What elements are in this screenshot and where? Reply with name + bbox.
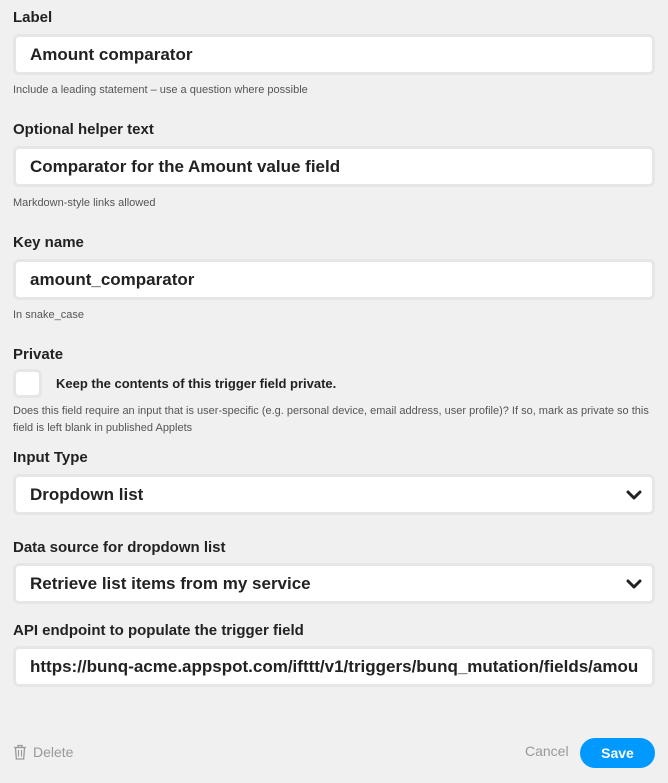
- chevron-down-icon: [626, 578, 642, 590]
- api-endpoint-input[interactable]: [13, 646, 655, 687]
- label-input[interactable]: [13, 34, 655, 75]
- key-name-input[interactable]: [13, 259, 655, 300]
- label-helper-text: Include a leading statement – use a question where possible: [13, 84, 308, 96]
- save-button[interactable]: Save: [580, 738, 655, 768]
- delete-button[interactable]: [13, 744, 73, 760]
- private-helper-text: Does this field require an input that is user-specific (e.g. personal device, email address, user profile)? If so, mark as private so this field is left blank in published Applets: [13, 405, 649, 434]
- data-source-selected-value: Retrieve list items from my service: [30, 573, 311, 593]
- cancel-button[interactable]: Cancel: [525, 743, 569, 759]
- private-checkbox[interactable]: [13, 369, 42, 398]
- data-source-select[interactable]: [13, 563, 655, 604]
- key-name-hint: In snake_case: [13, 309, 84, 321]
- private-field-label: Private: [13, 346, 64, 363]
- data-source-field-label: Data source for dropdown list: [13, 539, 226, 556]
- helper-text-hint: Markdown-style links allowed: [13, 197, 156, 209]
- helper-text-field-label: Optional helper text: [13, 121, 154, 138]
- api-endpoint-field-label: API endpoint to populate the trigger field: [13, 622, 304, 639]
- label-field-label: Label: [13, 9, 53, 26]
- key-name-field-label: Key name: [13, 234, 84, 251]
- private-checkbox-label[interactable]: Keep the contents of this trigger field private.: [56, 376, 337, 391]
- input-type-field-label: Input Type: [13, 449, 88, 466]
- helper-text-input[interactable]: [13, 146, 655, 187]
- input-type-selected-value: Dropdown list: [30, 484, 144, 504]
- chevron-down-icon: [626, 489, 642, 501]
- delete-label: Delete: [33, 744, 74, 760]
- trash-icon: [13, 744, 27, 760]
- input-type-select[interactable]: [13, 474, 655, 515]
